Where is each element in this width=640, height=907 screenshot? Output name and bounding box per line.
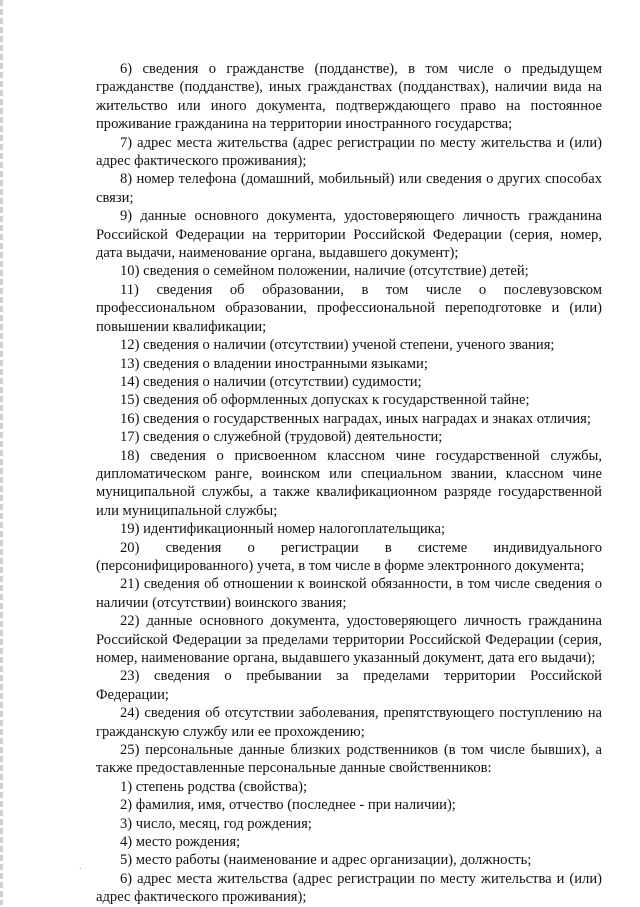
paragraph-item-10-family: 10) сведения о семейном положении, наличие (отсутствие) детей; bbox=[120, 263, 529, 280]
paragraph-item-17-employment: 17) сведения о служебной (трудовой) деятельности; bbox=[120, 429, 443, 446]
paragraph-item-13-languages: 13) сведения о владении иностранными языками; bbox=[120, 355, 428, 372]
paragraph-item-11-education: 11) сведения об образовании, в том числе о послевузовском профессиональном образовании, профессиональной переподготовке и (или) повышении квалификации; bbox=[96, 281, 602, 335]
paragraph-item-24-health: 24) сведения об отсутствии заболевания, препятствующего поступлению на гражданскую службу или ее прохождению; bbox=[96, 705, 602, 740]
paragraph-item-8-phone: 8) номер телефона (домашний, мобильный) или сведения о других способах связи; bbox=[96, 171, 602, 206]
document-body bbox=[96, 60, 602, 907]
paragraph-item-21-military: 21) сведения об отношении к воинской обязанности, в том числе сведения о наличии (отсутствии) воинского звания; bbox=[96, 576, 602, 611]
paragraph-subitem-2-name: 2) фамилия, имя, отчество (последнее - при наличии); bbox=[120, 797, 456, 814]
paragraph-item-9-passport: 9) данные основного документа, удостоверяющего личность гражданина Российской Федерации на территории Российской Федерации (серия, номер, дата выдачи, наименование органа, выдавшего документ); bbox=[96, 208, 602, 262]
paragraph-item-22-foreign-passport: 22) данные основного документа, удостоверяющего личность гражданина Российской Федерации за пределами территории Российской Федерации (серия, номер, наименование органа, выдавшего указанный документ, дата его выдачи); bbox=[96, 613, 602, 666]
paragraph-subitem-5-workplace: 5) место работы (наименование и адрес организации), должность; bbox=[120, 852, 532, 869]
paragraph-item-18-rank: 18) сведения о присвоенном классном чине государственной службы, дипломатическом ранге, воинском или специальном звании, классном чине муниципальной службы, а также квалификационном разряде государственной или муниципальной службы; bbox=[96, 447, 602, 519]
paragraph-item-16-awards: 16) сведения о государственных наградах, иных наградах и знаках отличия; bbox=[120, 410, 591, 427]
paragraph-item-12-degree: 12) сведения о наличии (отсутствии) ученой степени, ученого звания; bbox=[120, 337, 555, 354]
paragraph-subitem-1-kinship: 1) степень родства (свойства); bbox=[120, 778, 307, 795]
paragraph-item-14-conviction: 14) сведения о наличии (отсутствии) судимости; bbox=[120, 373, 422, 390]
scan-speck-artifact: ˙ bbox=[78, 868, 83, 878]
paragraph-item-20-registration: 20) сведения о регистрации в системе индивидуального (персонифицированного) учета, в том числе в форме электронного документа; bbox=[96, 539, 602, 574]
paragraph-subitem-6-address: 6) адрес места жительства (адрес регистрации по месту жительства и (или) адрес фактического проживания); bbox=[96, 870, 602, 906]
scan-edge-artifact bbox=[0, 0, 3, 905]
paragraph-item-25-relatives: 25) персональные данные близких родственников (в том числе бывших), а также предоставленные персональные данные свойственников: bbox=[96, 742, 602, 777]
paragraph-item-23-abroad: 23) сведения о пребывании за пределами территории Российской Федерации; bbox=[96, 668, 602, 703]
paragraph-item-6-citizenship: 6) сведения о гражданстве (подданстве), в том числе о предыдущем гражданстве (подданстве), иных гражданствах (подданствах), наличии вида на жительство или иного документа, подтверждающего право на постоянное проживание гражданина на территории иностранного государства; bbox=[96, 61, 602, 133]
paragraph-subitem-3-birthdate: 3) число, месяц, год рождения; bbox=[120, 815, 312, 832]
paragraph-item-7-address: 7) адрес места жительства (адрес регистрации по месту жительства и (или) адрес фактического проживания); bbox=[96, 134, 602, 170]
paragraph-item-15-clearance: 15) сведения об оформленных допусках к государственной тайне; bbox=[120, 392, 530, 409]
paragraph-item-19-tax-id: 19) идентификационный номер налогоплательщика; bbox=[120, 521, 446, 538]
paragraph-subitem-4-birthplace: 4) место рождения; bbox=[120, 834, 241, 851]
